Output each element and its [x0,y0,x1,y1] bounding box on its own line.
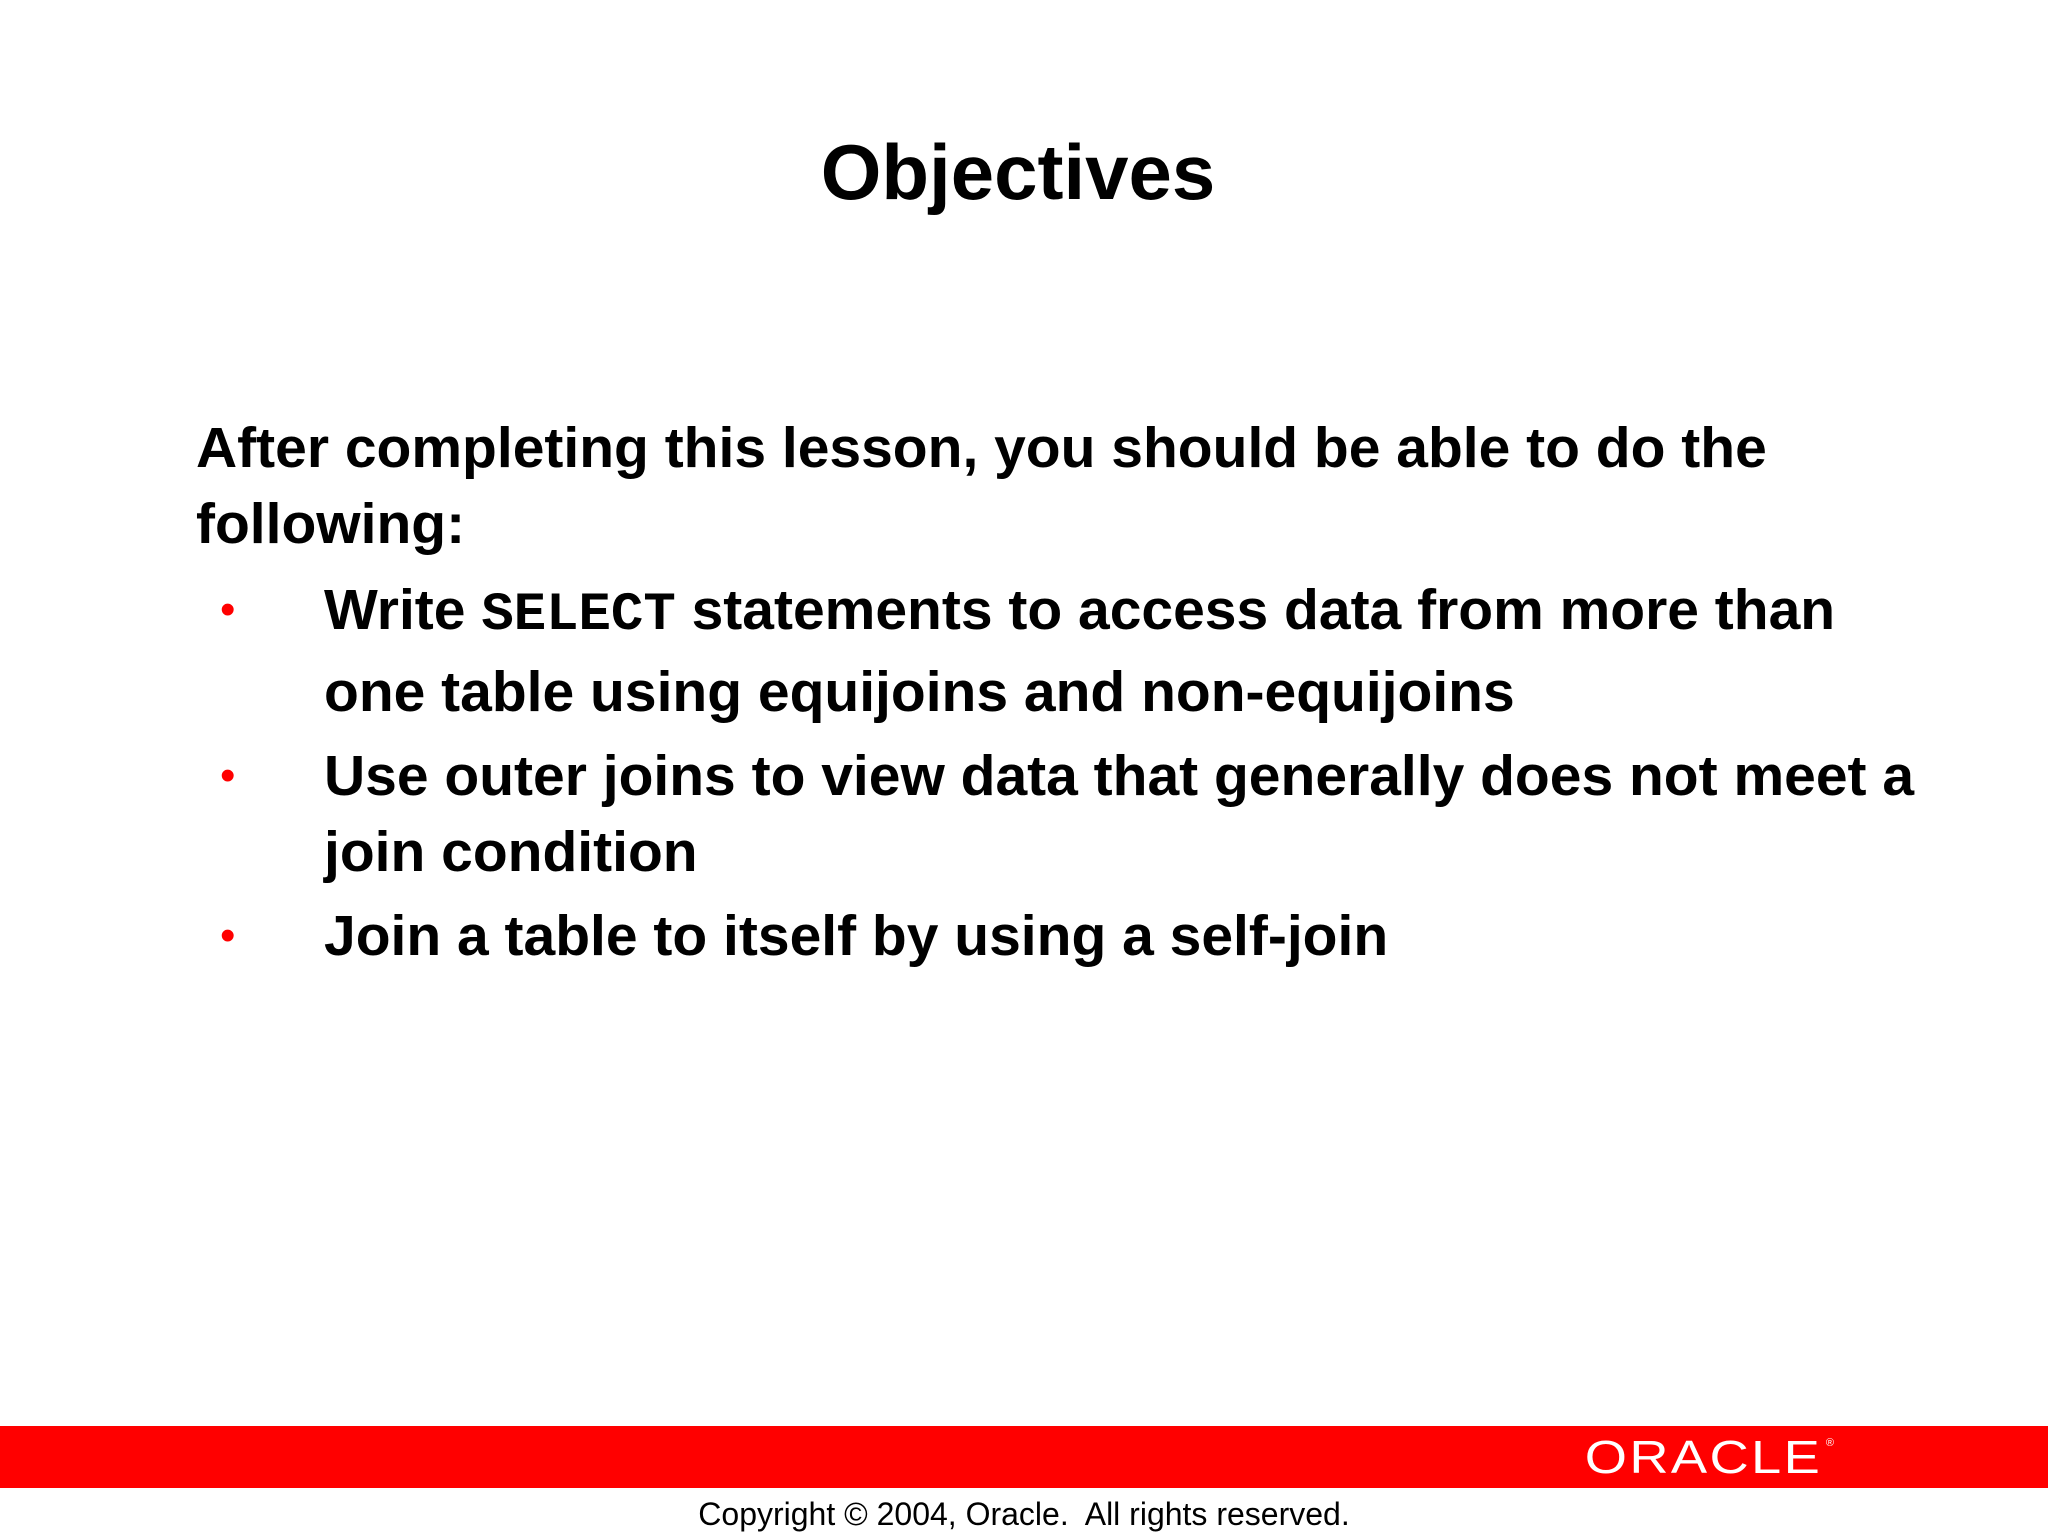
bullet-text-rest: statements to access data from more than one table using equijoins and non-equijoins [324,578,1836,724]
bullet-text-lead: Write [324,578,482,642]
registered-mark: ® [1825,1437,1834,1449]
logo-wordmark: ORACLE [1584,1431,1822,1483]
list-item [196,898,1916,974]
bullet-text: Join a table to itself by using a self-join [324,904,1389,968]
list-item [196,738,1916,890]
bullet-text: Use outer joins to view data that generally does not meet a join condition [324,744,1915,884]
copyright-text: Copyright © 2004, Oracle. All rights reserved. [698,1496,1350,1532]
objectives-list [196,572,1916,982]
bullet-icon: • [220,751,236,800]
copyright-notice [0,1494,2048,1534]
oracle-logo [1584,1431,1834,1483]
bullet-icon: • [220,585,236,634]
bullet-icon: • [220,911,236,960]
slide-title: Objectives [820,128,1216,216]
code-keyword: SELECT [481,585,676,646]
list-item [196,572,1916,730]
intro-text: After completing this lesson, you should be able to do the following: [196,416,1767,556]
